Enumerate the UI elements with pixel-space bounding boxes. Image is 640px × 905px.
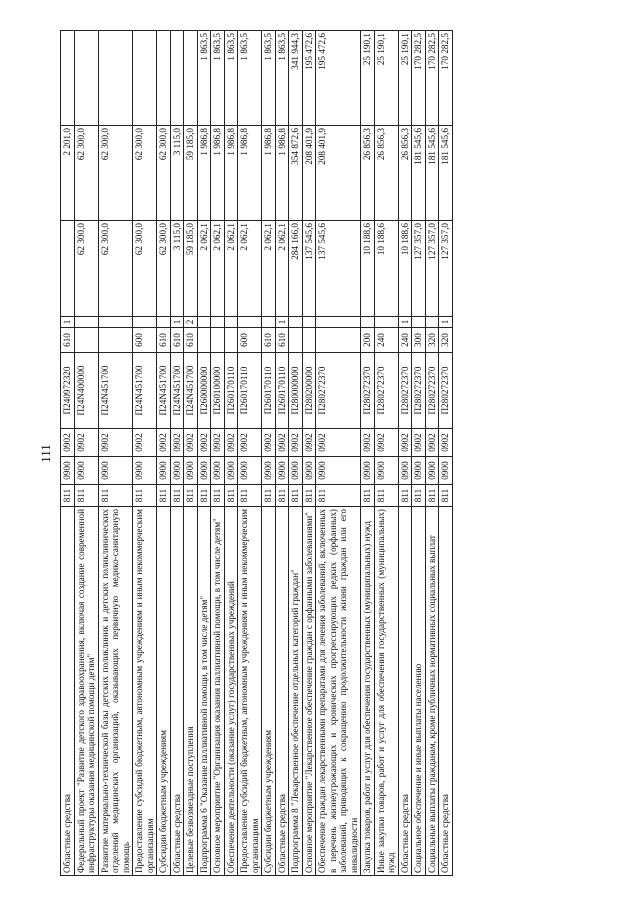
- cell-target-article: П260170110: [224, 353, 238, 429]
- cell-amount-1: 2 062,1: [211, 221, 225, 317]
- cell-amount-3: 195 472,6: [316, 31, 361, 126]
- cell-subsection: 0902: [224, 429, 238, 457]
- cell-section: 0900: [61, 457, 75, 485]
- cell-amount-3: 1 863,5: [224, 31, 238, 126]
- cell-amount-1: 2 062,1: [238, 221, 262, 317]
- cell-amount-2: 208 401,9: [302, 126, 316, 221]
- cell-section: 0900: [224, 457, 238, 485]
- cell-target-article: П280272370: [439, 353, 453, 429]
- cell-source-code: [157, 317, 171, 328]
- cell-source-code: [361, 317, 375, 328]
- table-row: [184, 31, 198, 876]
- cell-name: Субсидии бюджетным учреждениям: [262, 507, 276, 876]
- cell-amount-1: 2 062,1: [224, 221, 238, 317]
- table-row: [61, 31, 75, 876]
- cell-amount-2: 26 856,3: [398, 126, 412, 221]
- cell-subsection: 0902: [302, 429, 316, 457]
- cell-source-code: [74, 317, 98, 328]
- cell-expense-type: 600: [238, 328, 262, 353]
- cell-subsection: 0902: [98, 429, 133, 457]
- cell-subsection: 0902: [170, 429, 184, 457]
- cell-expense-type: 240: [374, 328, 398, 353]
- cell-amount-3: 25 190,1: [374, 31, 398, 126]
- cell-grbs: 811: [197, 485, 211, 507]
- cell-target-article: П260100000: [211, 353, 225, 429]
- table-row: [224, 31, 238, 876]
- cell-source-code: 1: [398, 317, 412, 328]
- cell-amount-3: 170 282,5: [425, 31, 439, 126]
- cell-grbs: 811: [316, 485, 361, 507]
- cell-grbs: 811: [224, 485, 238, 507]
- cell-subsection: 0902: [374, 429, 398, 457]
- cell-name: Целевые безвозмездные поступления: [184, 507, 198, 876]
- cell-amount-1: 127 357,0: [425, 221, 439, 317]
- cell-amount-3: 1 863,5: [262, 31, 276, 126]
- cell-amount-2: 181 545,6: [412, 126, 426, 221]
- page-number: 111: [38, 444, 53, 463]
- cell-section: 0900: [439, 457, 453, 485]
- cell-amount-2: 1 986,8: [238, 126, 262, 221]
- cell-amount-3: [133, 31, 157, 126]
- table-row: [275, 31, 289, 876]
- cell-amount-2: 181 545,6: [439, 126, 453, 221]
- cell-amount-3: 1 863,5: [197, 31, 211, 126]
- cell-amount-1: 127 357,0: [412, 221, 426, 317]
- cell-grbs: 811: [61, 485, 75, 507]
- cell-grbs: 811: [133, 485, 157, 507]
- cell-amount-3: 1 863,5: [211, 31, 225, 126]
- cell-target-article: П260170110: [275, 353, 289, 429]
- cell-source-code: [238, 317, 262, 328]
- cell-source-code: [374, 317, 398, 328]
- rotated-page: [38, 31, 498, 876]
- cell-amount-3: 25 190,1: [361, 31, 375, 126]
- cell-subsection: 0902: [262, 429, 276, 457]
- cell-amount-1: 127 357,0: [439, 221, 453, 317]
- cell-name: Основное мероприятие "Лекарственное обеспечение граждан с орфанными заболеваниями": [302, 507, 316, 876]
- table-row: [398, 31, 412, 876]
- cell-amount-2: 62 300,0: [74, 126, 98, 221]
- cell-amount-2: 62 300,0: [133, 126, 157, 221]
- cell-name: Развитие материально-технической базы детских поликлиник и детских поликлинических отделений медицинских организаций, оказывающих первичную медико-санитарную помощь: [98, 507, 133, 876]
- cell-section: 0900: [211, 457, 225, 485]
- cell-amount-2: 62 300,0: [98, 126, 133, 221]
- cell-section: 0900: [275, 457, 289, 485]
- cell-expense-type: 300: [412, 328, 426, 353]
- cell-target-article: П280272370: [316, 353, 361, 429]
- cell-amount-2: 1 986,8: [224, 126, 238, 221]
- cell-amount-2: 1 986,8: [262, 126, 276, 221]
- cell-target-article: П280272370: [398, 353, 412, 429]
- cell-target-article: П260170110: [238, 353, 262, 429]
- cell-subsection: 0902: [361, 429, 375, 457]
- table-row: [374, 31, 398, 876]
- table-row: [262, 31, 276, 876]
- cell-expense-type: [74, 328, 98, 353]
- cell-amount-3: [61, 31, 75, 126]
- cell-name: Иные закупки товаров, работ и услуг для обеспечения государственных (муниципальных) нужд: [374, 507, 398, 876]
- cell-target-article: П280000000: [289, 353, 303, 429]
- cell-name: Обеспечение деятельности (оказание услуг) государственных учреждений: [224, 507, 238, 876]
- cell-amount-3: [98, 31, 133, 126]
- cell-amount-2: 354 872,6: [289, 126, 303, 221]
- cell-target-article: П280272370: [412, 353, 426, 429]
- cell-amount-1: 137 545,6: [316, 221, 361, 317]
- cell-expense-type: 610: [184, 328, 198, 353]
- cell-name: Областные средства: [398, 507, 412, 876]
- cell-amount-1: 10 188,6: [361, 221, 375, 317]
- cell-source-code: [197, 317, 211, 328]
- table-row: [361, 31, 375, 876]
- cell-amount-2: 59 185,0: [184, 126, 198, 221]
- cell-expense-type: 320: [439, 328, 453, 353]
- cell-section: 0900: [374, 457, 398, 485]
- cell-amount-1: [61, 221, 75, 317]
- cell-target-article: П24N451700: [184, 353, 198, 429]
- cell-amount-1: 284 166,0: [289, 221, 303, 317]
- cell-amount-3: 195 472,6: [302, 31, 316, 126]
- table-row: [197, 31, 211, 876]
- cell-expense-type: [197, 328, 211, 353]
- cell-amount-3: 1 863,5: [275, 31, 289, 126]
- cell-section: 0900: [398, 457, 412, 485]
- cell-name: Подпрограмма 6 "Оказание паллиативной помощи, в том числе детям": [197, 507, 211, 876]
- cell-expense-type: 610: [275, 328, 289, 353]
- cell-section: 0900: [412, 457, 426, 485]
- table-row: [425, 31, 439, 876]
- cell-amount-1: 2 062,1: [275, 221, 289, 317]
- cell-grbs: 811: [211, 485, 225, 507]
- cell-amount-1: 62 300,0: [133, 221, 157, 317]
- cell-subsection: 0902: [275, 429, 289, 457]
- cell-source-code: 1: [170, 317, 184, 328]
- cell-section: 0900: [157, 457, 171, 485]
- table-row: [238, 31, 262, 876]
- cell-source-code: [133, 317, 157, 328]
- cell-amount-2: 181 545,6: [425, 126, 439, 221]
- cell-target-article: П24N451700: [98, 353, 133, 429]
- cell-source-code: [262, 317, 276, 328]
- cell-amount-2: 62 300,0: [157, 126, 171, 221]
- cell-name: Областные средства: [61, 507, 75, 876]
- cell-expense-type: [316, 328, 361, 353]
- cell-source-code: [302, 317, 316, 328]
- cell-source-code: [98, 317, 133, 328]
- cell-section: 0900: [361, 457, 375, 485]
- cell-amount-3: 1 863,5: [238, 31, 262, 126]
- cell-name: Областные средства: [275, 507, 289, 876]
- cell-grbs: 811: [98, 485, 133, 507]
- cell-expense-type: 320: [425, 328, 439, 353]
- cell-section: 0900: [74, 457, 98, 485]
- cell-expense-type: [289, 328, 303, 353]
- cell-source-code: 1: [61, 317, 75, 328]
- cell-name: Субсидии бюджетным учреждениям: [157, 507, 171, 876]
- cell-section: 0900: [262, 457, 276, 485]
- cell-amount-3: 170 282,5: [439, 31, 453, 126]
- cell-section: 0900: [197, 457, 211, 485]
- cell-section: 0900: [184, 457, 198, 485]
- cell-amount-2: 2 201,0: [61, 126, 75, 221]
- cell-source-code: 1: [439, 317, 453, 328]
- cell-subsection: 0902: [316, 429, 361, 457]
- cell-grbs: 811: [302, 485, 316, 507]
- table-row: [439, 31, 453, 876]
- cell-target-article: П24N451700: [133, 353, 157, 429]
- cell-grbs: 811: [361, 485, 375, 507]
- cell-expense-type: 240: [398, 328, 412, 353]
- cell-grbs: 811: [74, 485, 98, 507]
- cell-expense-type: 200: [361, 328, 375, 353]
- table-row: [211, 31, 225, 876]
- cell-expense-type: 610: [61, 328, 75, 353]
- cell-amount-2: 26 856,3: [361, 126, 375, 221]
- cell-grbs: 811: [374, 485, 398, 507]
- cell-source-code: [211, 317, 225, 328]
- cell-amount-2: 3 115,0: [170, 126, 184, 221]
- table-row: [170, 31, 184, 876]
- table-row: [412, 31, 426, 876]
- cell-grbs: 811: [184, 485, 198, 507]
- budget-table: [60, 30, 453, 876]
- cell-name: Областные средства: [439, 507, 453, 876]
- cell-target-article: П280272370: [361, 353, 375, 429]
- cell-target-article: П260170110: [262, 353, 276, 429]
- cell-amount-1: 62 300,0: [157, 221, 171, 317]
- cell-amount-1: 10 188,6: [374, 221, 398, 317]
- cell-subsection: 0902: [184, 429, 198, 457]
- cell-amount-3: [74, 31, 98, 126]
- cell-expense-type: 610: [262, 328, 276, 353]
- cell-section: 0900: [425, 457, 439, 485]
- cell-subsection: 0902: [289, 429, 303, 457]
- cell-section: 0900: [133, 457, 157, 485]
- cell-expense-type: 600: [133, 328, 157, 353]
- cell-name: Предоставление субсидий бюджетным, автономным учреждениям и иным некоммерческим организациям: [238, 507, 262, 876]
- cell-name: Основное мероприятие "Организация оказания паллиативной помощи, в том числе детям": [211, 507, 225, 876]
- cell-source-code: [316, 317, 361, 328]
- cell-name: Предоставление субсидий бюджетным, автономным учреждениям и иным некоммерческим организациям: [133, 507, 157, 876]
- cell-name: Областные средства: [170, 507, 184, 876]
- cell-grbs: 811: [439, 485, 453, 507]
- cell-target-article: П280272370: [374, 353, 398, 429]
- cell-target-article: П280272370: [425, 353, 439, 429]
- cell-expense-type: 610: [170, 328, 184, 353]
- cell-amount-3: 341 944,3: [289, 31, 303, 126]
- cell-section: 0900: [289, 457, 303, 485]
- cell-amount-3: 25 190,1: [398, 31, 412, 126]
- cell-subsection: 0902: [211, 429, 225, 457]
- cell-amount-2: 26 856,3: [374, 126, 398, 221]
- cell-target-article: П24N451700: [157, 353, 171, 429]
- cell-amount-1: 62 300,0: [74, 221, 98, 317]
- cell-amount-2: 1 986,8: [275, 126, 289, 221]
- cell-amount-1: 2 062,1: [197, 221, 211, 317]
- cell-grbs: 811: [398, 485, 412, 507]
- cell-subsection: 0902: [412, 429, 426, 457]
- cell-source-code: 1: [275, 317, 289, 328]
- cell-grbs: 811: [425, 485, 439, 507]
- cell-target-article: П24N400000: [74, 353, 98, 429]
- cell-target-article: П280200000: [302, 353, 316, 429]
- cell-expense-type: 610: [157, 328, 171, 353]
- cell-target-article: П240972320: [61, 353, 75, 429]
- cell-amount-1: 10 188,6: [398, 221, 412, 317]
- cell-expense-type: [211, 328, 225, 353]
- table-row: [316, 31, 361, 876]
- cell-source-code: [412, 317, 426, 328]
- cell-subsection: 0902: [133, 429, 157, 457]
- cell-grbs: 811: [157, 485, 171, 507]
- cell-subsection: 0902: [425, 429, 439, 457]
- table-row: [289, 31, 303, 876]
- table-row: [74, 31, 98, 876]
- cell-section: 0900: [238, 457, 262, 485]
- cell-source-code: [224, 317, 238, 328]
- cell-source-code: 2: [184, 317, 198, 328]
- cell-source-code: [289, 317, 303, 328]
- cell-grbs: 811: [289, 485, 303, 507]
- cell-section: 0900: [98, 457, 133, 485]
- cell-grbs: 811: [262, 485, 276, 507]
- cell-subsection: 0902: [238, 429, 262, 457]
- cell-name: Социальные выплаты гражданам, кроме публичных нормативных социальных выплат: [425, 507, 439, 876]
- cell-amount-3: [184, 31, 198, 126]
- cell-expense-type: [224, 328, 238, 353]
- cell-name: Закупка товаров, работ и услуг для обеспечения государственных (муниципальных) нужд: [361, 507, 375, 876]
- cell-subsection: 0902: [439, 429, 453, 457]
- cell-name: Обеспечение граждан лекарственными препаратами для лечения заболеваний, включенных в перечень жизнеугрожающих и хронических прогрессирующих редких (орфанных) заболеваний, приводящих к сокращению продолжительности жизни граждан или его инвалидности: [316, 507, 361, 876]
- cell-amount-1: 62 300,0: [98, 221, 133, 317]
- cell-subsection: 0902: [61, 429, 75, 457]
- cell-expense-type: [302, 328, 316, 353]
- cell-grbs: 811: [412, 485, 426, 507]
- cell-target-article: П24N451700: [170, 353, 184, 429]
- cell-amount-1: 3 115,0: [170, 221, 184, 317]
- cell-source-code: [425, 317, 439, 328]
- cell-amount-1: 137 545,6: [302, 221, 316, 317]
- cell-section: 0900: [170, 457, 184, 485]
- cell-subsection: 0902: [74, 429, 98, 457]
- cell-amount-3: [157, 31, 171, 126]
- table-row: [133, 31, 157, 876]
- cell-amount-1: 2 062,1: [262, 221, 276, 317]
- cell-amount-1: 59 185,0: [184, 221, 198, 317]
- cell-expense-type: [98, 328, 133, 353]
- cell-subsection: 0902: [157, 429, 171, 457]
- cell-section: 0900: [316, 457, 361, 485]
- cell-grbs: 811: [238, 485, 262, 507]
- cell-subsection: 0902: [398, 429, 412, 457]
- cell-target-article: П260000000: [197, 353, 211, 429]
- cell-name: Подпрограмма 8 "Лекарственное обеспечение отдельных категорий граждан": [289, 507, 303, 876]
- table-row: [157, 31, 171, 876]
- cell-name: Социальное обеспечение и иные выплаты населению: [412, 507, 426, 876]
- cell-amount-3: [170, 31, 184, 126]
- cell-name: Федеральный проект "Развитие детского здравоохранения, включая создание современной инфраструктуры оказания медицинской помощи детям": [74, 507, 98, 876]
- cell-amount-3: 170 282,5: [412, 31, 426, 126]
- cell-amount-2: 1 986,8: [211, 126, 225, 221]
- cell-section: 0900: [302, 457, 316, 485]
- table-row: [302, 31, 316, 876]
- cell-grbs: 811: [170, 485, 184, 507]
- table-row: [98, 31, 133, 876]
- cell-grbs: 811: [275, 485, 289, 507]
- cell-amount-2: 208 401,9: [316, 126, 361, 221]
- cell-amount-2: 1 986,8: [197, 126, 211, 221]
- cell-subsection: 0902: [197, 429, 211, 457]
